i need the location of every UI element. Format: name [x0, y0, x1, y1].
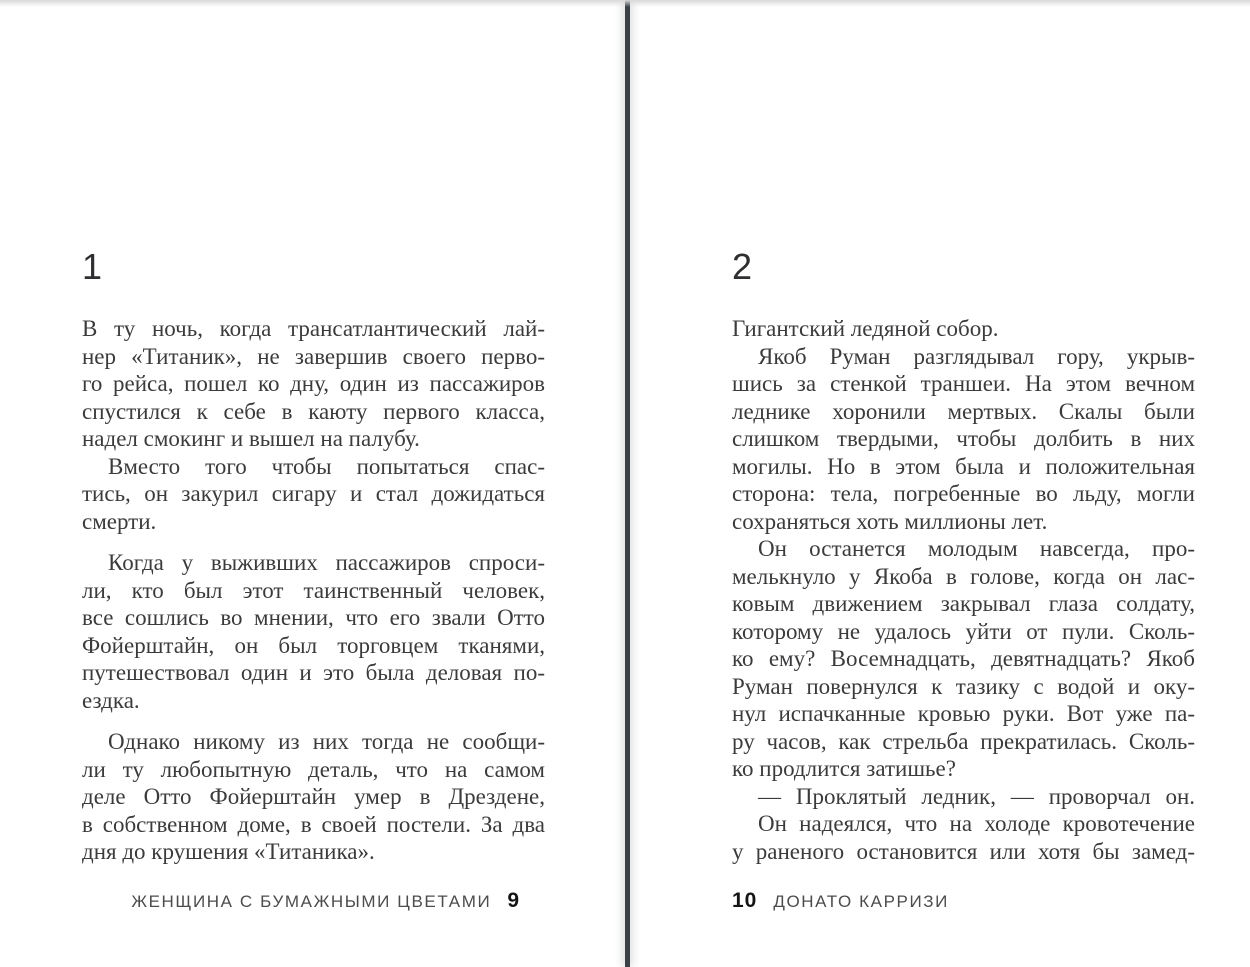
text-line: леднике хоронили мертвых. Скалы были	[732, 398, 1195, 424]
text-line: ли ту любопытную деталь, что на самом	[82, 756, 545, 782]
text-line: Он надеялся, что на холоде кровотечение	[758, 811, 1195, 836]
chapter-heading	[732, 246, 1195, 287]
text-line: ко ему? Восемнадцать, девятнадцать? Якоб	[732, 646, 1195, 671]
text-line: — Проклятый ледник, — проворчал он.	[758, 783, 1195, 809]
text-line: Фойерштайн, он был торговцем тканями,	[82, 632, 545, 658]
paragraph	[82, 549, 545, 714]
running-footer	[82, 889, 520, 913]
chapter-number: 2	[732, 246, 754, 287]
text-line: нул испачканные кровью руки. Вот уже па-	[732, 701, 1195, 726]
running-title: ДОНАТО КАРРИЗИ	[773, 892, 949, 911]
text-line: ковым движением закрывал глаза солдату,	[732, 591, 1195, 616]
text-line: надел смокинг и вышел на палубу.	[82, 426, 420, 451]
text-line: смерти.	[82, 508, 157, 534]
text-line: у раненого остановится или хотя бы замед-	[732, 838, 1195, 864]
text-line: сторона: тела, погребенные во льду, могли	[732, 481, 1195, 506]
page-text-body	[82, 315, 545, 866]
paragraph	[82, 315, 545, 453]
text-line: го рейса, пошел ко дну, один из пассажиров	[82, 371, 545, 396]
paragraph	[82, 728, 545, 866]
text-line: Руман повернулся к тазику с водой и оку-	[732, 673, 1195, 699]
text-line: сохраняться хоть миллионы лет.	[732, 508, 1048, 534]
text-line: в собственном доме, в своей постели. За два	[82, 811, 545, 837]
text-line: мелькнуло у Якоба в голове, когда он лас-	[732, 563, 1195, 589]
text-line: ко продлится затишье?	[732, 756, 956, 781]
running-footer	[732, 889, 1195, 913]
text-line: путешествовал один и это была деловая по-	[82, 660, 545, 685]
text-line: деле Отто Фойерштайн умер в Дрездене,	[82, 784, 545, 809]
chapter-heading	[82, 246, 545, 287]
text-line: Вместо того чтобы попытаться спас-	[108, 453, 545, 479]
text-line: Однако никому из них тогда не сообщи-	[108, 729, 545, 754]
text-line: ру часов, как стрельба прекратилась. Сколь-	[732, 728, 1195, 754]
text-line: все сошлись во мнении, что его звали Отто	[82, 605, 545, 630]
text-line: ездка.	[82, 687, 140, 713]
chapter-number: 1	[82, 246, 104, 287]
text-line: ли, кто был этот таинственный человек,	[82, 577, 545, 603]
paragraph	[732, 535, 1195, 783]
text-line: шись за стенкой траншеи. На этом вечном	[732, 371, 1195, 396]
text-line: могилы. Но в этом была и положительная	[732, 453, 1195, 479]
text-line: дня до крушения «Титаника».	[82, 839, 375, 864]
text-line: слишком твердыми, чтобы долбить в них	[732, 426, 1195, 451]
text-line: нер «Титаник», не завершив своего перво-	[82, 343, 545, 369]
text-line: тись, он закурил сигару и стал дожидаться	[82, 481, 545, 506]
page-number: 9	[507, 889, 520, 912]
page-number: 10	[732, 889, 758, 912]
paragraph	[82, 453, 545, 536]
page-gutter-divider	[625, 0, 630, 967]
running-title: ЖЕНЩИНА С БУМАЖНЫМИ ЦВЕТАМИ	[131, 892, 492, 911]
text-line: Гигантский ледяной собор.	[732, 316, 999, 341]
text-line: Когда у выживших пассажиров спроси-	[108, 550, 545, 575]
paragraph	[732, 783, 1195, 811]
text-line: В ту ночь, когда трансатлантический лай-	[82, 316, 545, 341]
page-right	[630, 0, 1250, 967]
page-text-body	[732, 315, 1195, 865]
text-line: Он останется молодым навсегда, про-	[758, 536, 1195, 561]
text-line: спустился к себе в каюту первого класса,	[82, 398, 545, 424]
paragraph	[732, 810, 1195, 865]
paragraph	[732, 315, 1195, 343]
text-line: которому не удалось уйти от пули. Сколь-	[732, 618, 1195, 644]
paragraph	[732, 343, 1195, 536]
text-line: Якоб Руман разглядывал гору, укрыв-	[758, 343, 1195, 369]
